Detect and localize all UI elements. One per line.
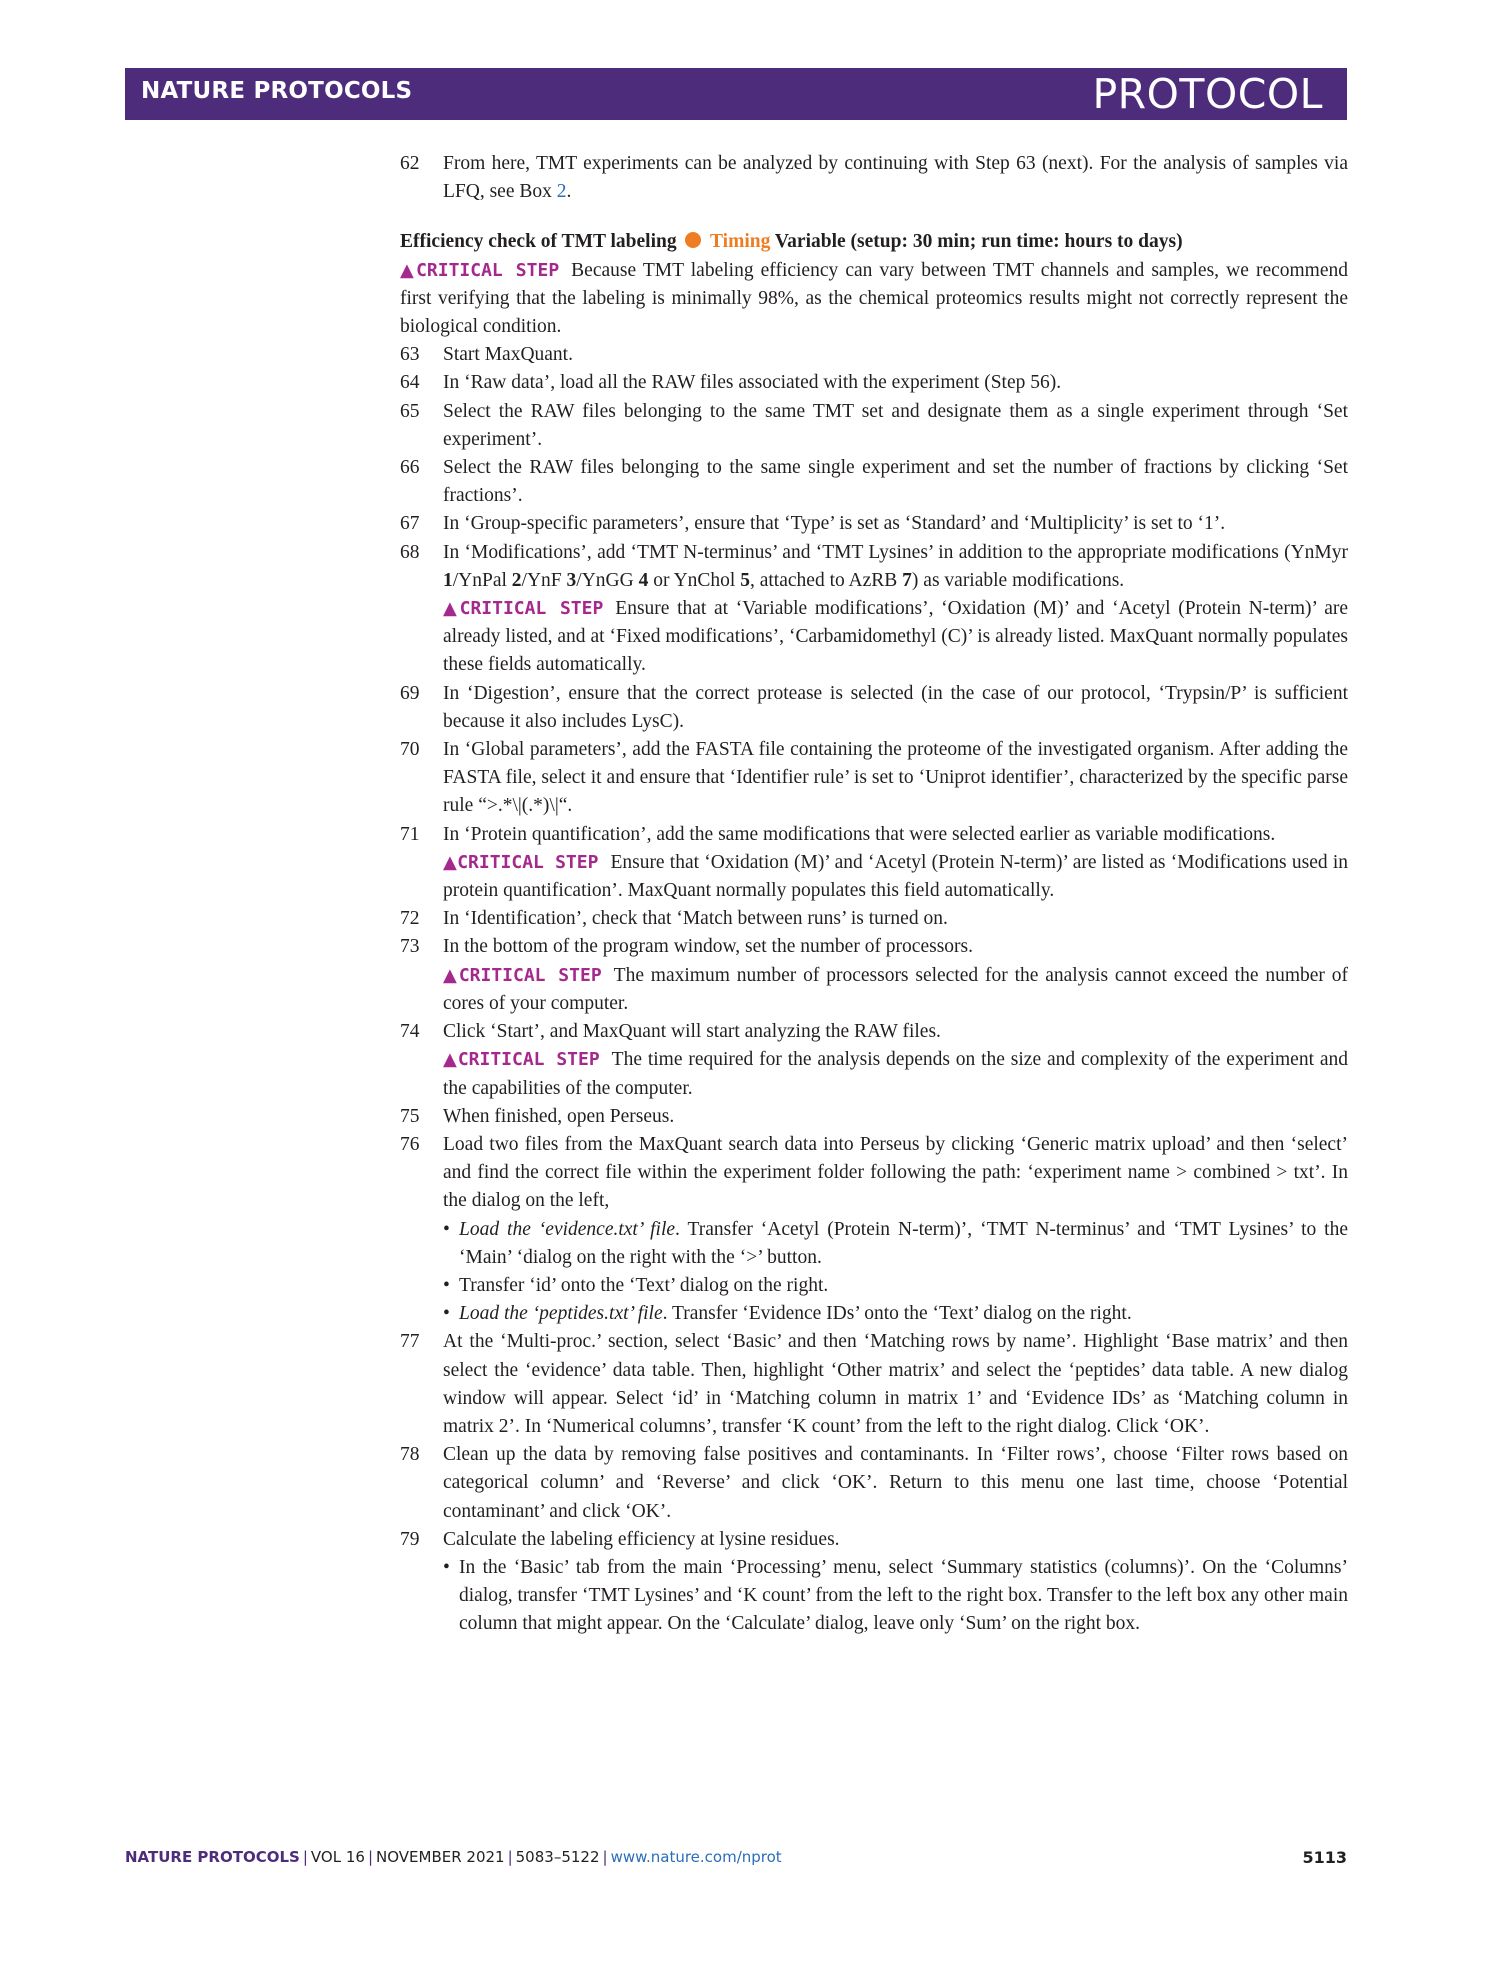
critical-step-label: ▲CRITICAL STEP <box>443 851 599 873</box>
triangle-icon: ▲ <box>400 259 417 281</box>
step-66: 66 Select the RAW files belonging to the same single experiment and set the number of fractions by clicking ‘Set fractions’. <box>400 454 1348 510</box>
step-63: 63 Start MaxQuant. <box>400 341 1348 369</box>
critical-step-label: ▲CRITICAL STEP <box>443 598 604 620</box>
box-2-link[interactable]: 2 <box>556 181 567 203</box>
step-69: 69 In ‘Digestion’, ensure that the correct protease is selected (in the case of our protocol, ‘Trypsin/P’ is sufficient because it also includes LysC). <box>400 680 1348 736</box>
step-68-text: In ‘Modifications’, add ‘TMT N-terminus’ and ‘TMT Lysines’ in addition to the appropriate modifications (YnMyr 1/YnPal 2/YnF 3/YnGG 4 or YnChol 5, attached to AzRB 7) as variable modifications. <box>443 541 1348 591</box>
step-75: 75 When finished, open Perseus. <box>400 1103 1348 1131</box>
step-73: 73 In the bottom of the program window, set the number of processors. ▲CRITICAL STEP The maximum number of processors selected for the analysis cannot exceed the number of cores of your computer. <box>400 933 1348 1018</box>
step-number: 68 <box>400 541 420 563</box>
step-number: 76 <box>400 1133 420 1155</box>
step-65: 65 Select the RAW files belonging to the same TMT set and designate them as a single experiment through ‘Set experiment’. <box>400 398 1348 454</box>
step-number: 71 <box>400 823 420 845</box>
step-number: 69 <box>400 682 420 704</box>
section-critical-step: ▲CRITICAL STEP Because TMT labeling efficiency can vary between TMT channels and samples, we recommend first verifying that the labeling is minimally 98%, as the chemical proteomics results might not correctly represent the biological condition. <box>400 259 1348 338</box>
step-67: 67 In ‘Group-specific parameters’, ensure that ‘Type’ is set as ‘Standard’ and ‘Multiplicity’ is set to ‘1’. <box>400 510 1348 538</box>
step-73-critical: ▲CRITICAL STEP The maximum number of processors selected for the analysis cannot exceed the number of cores of your computer. <box>443 964 1348 1014</box>
step-number: 73 <box>400 936 420 958</box>
step-71: 71 In ‘Protein quantification’, add the same modifications that were selected earlier as variable modifications. ▲CRITICAL STEP Ensure that ‘Oxidation (M)’ and ‘Acetyl (Protein N-term)’ are listed as ‘Modifications used in protein quantification’. MaxQuant normally populates this field automatically. <box>400 821 1348 906</box>
step-number: 70 <box>400 739 420 761</box>
timing-dot-icon <box>685 232 701 248</box>
step-79: 79 Calculate the labeling efficiency at lysine residues. • In the ‘Basic’ tab from the main ‘Processing’ menu, select ‘Summary statistics (columns)’. On the ‘Columns’ dialog, transfer ‘TMT Lysines’ and ‘K count’ from the left to the right box. Transfer to the left box any other main column that might appear. On the ‘Calculate’ dialog, leave only ‘Sum’ on the right box. <box>400 1526 1348 1639</box>
step-number: 63 <box>400 344 420 366</box>
step-70: 70 In ‘Global parameters’, add the FASTA file containing the proteome of the investigated organism. After adding the FASTA file, select it and ensure that ‘Identifier rule’ is set to ‘Uniprot identifier’, characterized by the specific parse rule “>.*\|(.*)\|“. <box>400 736 1348 821</box>
step-71-critical: ▲CRITICAL STEP Ensure that ‘Oxidation (M)’ and ‘Acetyl (Protein N-term)’ are listed as ‘Modifications used in protein quantification’. MaxQuant normally populates this field automatically. <box>443 851 1348 902</box>
step-number: 62 <box>400 153 420 174</box>
section-heading <box>400 228 1348 256</box>
step-number: 79 <box>400 1528 420 1550</box>
protocol-body <box>400 150 1348 1639</box>
step-number: 65 <box>400 400 420 422</box>
step-72: 72 In ‘Identification’, check that ‘Match between runs’ is turned on. <box>400 905 1348 933</box>
bullet-icon: • <box>443 1556 450 1578</box>
timing-label: Timing <box>710 231 771 253</box>
critical-step-label: ▲CRITICAL STEP <box>443 1049 600 1071</box>
step-68 <box>400 539 1348 680</box>
step-number: 74 <box>400 1021 420 1043</box>
footer-url-link[interactable]: www.nature.com/nprot <box>610 1848 782 1866</box>
list-item: • Load the ‘evidence.txt’ file. Transfer ‘Acetyl (Protein N-term)’, ‘TMT N-terminus’ and ‘TMT Lysines’ to the ‘Main’ ‘dialog on the right with the ‘>’ button. <box>443 1216 1348 1272</box>
triangle-icon: ▲ <box>443 964 459 986</box>
step-76: 76 Load two files from the MaxQuant search data into Perseus by clicking ‘Generic matrix upload’ and then ‘select’ and find the correct file within the experiment folder following the path: ‘experiment name > combined > txt’. In the dialog on the left, • Load the ‘evidence.txt’ file. Transfer ‘Acetyl (Protein N-term)’, ‘TMT N-terminus’ and ‘TMT Lysines’ to the ‘Main’ ‘dialog on the right with the ‘>’ button. • Transfer ‘id’ onto the ‘Text’ dialog on the right. • Load the ‘peptides.txt’ file. Transfer ‘Evidence IDs’ onto the ‘Text’ dialog on the right. <box>400 1131 1348 1328</box>
step-number: 77 <box>400 1331 420 1353</box>
bullet-icon: • <box>443 1218 450 1240</box>
list-item: • Transfer ‘id’ onto the ‘Text’ dialog on the right. <box>443 1272 1348 1300</box>
triangle-icon: ▲ <box>443 598 460 620</box>
step-74: 74 Click ‘Start’, and MaxQuant will start analyzing the RAW files. ▲CRITICAL STEP The time required for the analysis depends on the size and complexity of the experiment and the capabilities of the computer. <box>400 1018 1348 1103</box>
step-68-critical: ▲CRITICAL STEP Ensure that at ‘Variable modifications’, ‘Oxidation (M)’ and ‘Acetyl (Protein N-term)’ are already listed, and at ‘Fixed modifications’, ‘Carbamidomethyl (C)’ is already listed. MaxQuant normally populates these fields automatically. <box>443 598 1348 676</box>
step-number: 72 <box>400 908 420 930</box>
journal-name: NATURE PROTOCOLS <box>141 78 413 104</box>
step-number: 66 <box>400 457 420 479</box>
timing-value: Variable (setup: 30 min; run time: hours to days) <box>774 231 1183 253</box>
step-number: 67 <box>400 513 420 535</box>
step-74-critical: ▲CRITICAL STEP The time required for the analysis depends on the size and complexity of the experiment and the capabilities of the computer. <box>443 1049 1348 1099</box>
journal-header-bar <box>125 68 1347 120</box>
section-title: Efficiency check of TMT labeling <box>400 231 677 253</box>
step-62: 62 From here, TMT experiments can be analyzed by continuing with Step 63 (next). For the analysis of samples via LFQ, see Box 2. <box>400 150 1348 206</box>
bullet-icon: • <box>443 1274 450 1296</box>
step-number: 64 <box>400 372 420 394</box>
bullet-icon: • <box>443 1303 450 1325</box>
step-64: 64 In ‘Raw data’, load all the RAW files associated with the experiment (Step 56). <box>400 369 1348 397</box>
step-number: 75 <box>400 1105 420 1127</box>
critical-step-label: ▲CRITICAL STEP <box>400 259 560 281</box>
article-type: PROTOCOL <box>1092 70 1323 118</box>
step-number: 78 <box>400 1444 420 1466</box>
critical-step-label: ▲CRITICAL STEP <box>443 964 602 986</box>
footer-date: NOVEMBER 2021 <box>376 1848 505 1866</box>
step-77: 77 At the ‘Multi-proc.’ section, select ‘Basic’ and then ‘Matching rows by name’. Highlight ‘Base matrix’ and then select the ‘evidence’ data table. Then, highlight ‘Other matrix’ and select the ‘peptides’ data table. A new dialog window will appear. Select ‘id’ in ‘Matching column in matrix 1’ and ‘Evidence IDs’ as ‘Matching column in matrix 2’. In ‘Numerical columns’, transfer ‘K count’ from the left to the right dialog. Click ‘OK’. <box>400 1328 1348 1441</box>
footer-journal: NATURE PROTOCOLS <box>125 1848 300 1866</box>
list-item: • In the ‘Basic’ tab from the main ‘Processing’ menu, select ‘Summary statistics (columns)’. On the ‘Columns’ dialog, transfer ‘TMT Lysines’ and ‘K count’ from the left to the right box. Transfer to the left box any other main column that might appear. On the ‘Calculate’ dialog, leave only ‘Sum’ on the right box. <box>443 1554 1348 1639</box>
triangle-icon: ▲ <box>443 1049 458 1071</box>
page-number: 5113 <box>1302 1848 1347 1867</box>
triangle-icon: ▲ <box>443 851 458 873</box>
footer-pages: 5083–5122 <box>515 1848 600 1866</box>
list-item: • Load the ‘peptides.txt’ file. Transfer ‘Evidence IDs’ onto the ‘Text’ dialog on the right. <box>443 1300 1348 1328</box>
page-footer: NATURE PROTOCOLS | VOL 16 | NOVEMBER 2021 | 5083–5122 | www.nature.com/nprot 5113 <box>125 1848 1347 1867</box>
footer-volume: VOL 16 <box>310 1848 365 1866</box>
step-78: 78 Clean up the data by removing false positives and contaminants. In ‘Filter rows’, choose ‘Filter rows based on categorical column’ and ‘Reverse’ and click ‘OK’. Return to this menu one last time, choose ‘Potential contaminant’ and click ‘OK’. <box>400 1441 1348 1526</box>
